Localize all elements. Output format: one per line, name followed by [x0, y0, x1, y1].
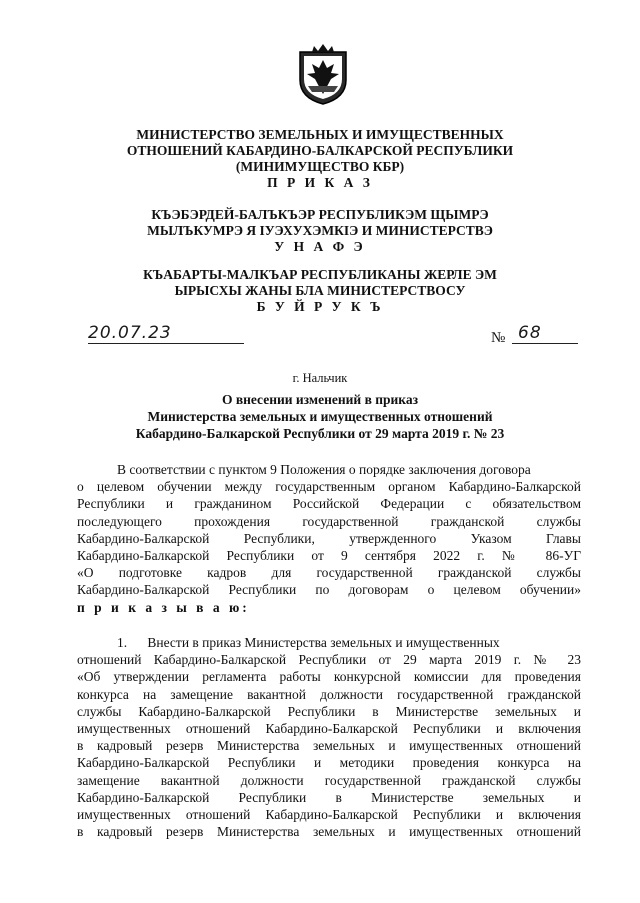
text-line: в кадровый резерв Министерства земельных и имущественных отношений [77, 824, 581, 840]
text-line: о целевом обучении между государственным органом Кабардино-Балкарской [77, 479, 581, 495]
header-line: КЪЭБЭРДЕЙ-БАЛЪКЪЭР РЕСПУБЛИКЭМ ЩЫМРЭ [151, 207, 489, 222]
title-line: О внесении изменений в приказ [221, 392, 419, 407]
header-line: КЪАБАРТЫ-МАЛКЪАР РЕСПУБЛИКАНЫ ЖЕРЛЕ ЭМ [143, 267, 497, 282]
text-line: Кабардино-Балкарской Республики, утвержденного Указом Главы [77, 530, 581, 546]
header-ministry-kbd [60, 207, 580, 255]
header-line: МЫЛЪКУМРЭ Я IУЭХУХЭМКIЭ И МИНИСТЕРСТВЭ [147, 223, 493, 238]
header-line: ЫРЫСХЫ ЖАНЫ БЛА МИНИСТЕРСТВОСУ [174, 283, 466, 298]
order-word-ru: П Р И К А З [267, 175, 373, 190]
header-ministry-ru [60, 127, 580, 191]
city-name: г. Нальчик [292, 371, 348, 385]
title-line: Министерства земельных и имущественных отношений [147, 409, 493, 424]
item-number: 1. [117, 635, 128, 650]
text-line: В соответствии с пунктом 9 Положения о порядке заключения договора [117, 462, 531, 477]
number-field [512, 323, 578, 344]
number-underline [512, 343, 578, 344]
title-line: Кабардино-Балкарской Республики от 29 марта 2019 г. № 23 [135, 426, 505, 441]
order-word-body: п р и к а з ы в а ю: [77, 599, 250, 615]
date-underline [88, 343, 244, 344]
text-line: конкурса на замещение вакантной должности государственной гражданской [77, 686, 581, 702]
text-line: Кабардино-Балкарской Республики и методики проведения конкурса на [77, 755, 581, 771]
text-line: «Об утверждении регламента работы конкурсной комиссии для проведения [77, 669, 581, 685]
text-line: «О подготовке кадров для государственной гражданской службы [77, 565, 581, 581]
text-line: отношений Кабардино-Балкарской Республики от 29 марта 2019 г. № 23 [77, 652, 581, 668]
coat-of-arms-emblem [296, 42, 350, 106]
number-sign: № [491, 330, 506, 346]
text-line: Республики и гражданином Российской Федерации с обязательством [77, 496, 581, 512]
header-line: МИНИСТЕРСТВО ЗЕМЕЛЬНЫХ И ИМУЩЕСТВЕННЫХ [136, 127, 504, 142]
item-text: Внести в приказ Министерства земельных и имущественных [147, 635, 500, 650]
item-1-paragraph [77, 634, 581, 840]
order-word-kbd: У Н А Ф Э [274, 239, 366, 254]
handwritten-number: 68 [518, 323, 542, 343]
order-word-krc: Б У Й Р У К Ъ [256, 299, 384, 314]
handwritten-date: 20.07.23 [88, 323, 172, 343]
date-field [88, 323, 244, 344]
text-line: последующего прохождения государственной гражданской службы [77, 513, 581, 529]
preamble-paragraph [77, 461, 581, 616]
header-line: ОТНОШЕНИЙ КАБАРДИНО-БАЛКАРСКОЙ РЕСПУБЛИКИ [126, 143, 514, 158]
text-line: замещение вакантной должности государственной гражданской службы [77, 772, 581, 788]
text-line: Кабардино-Балкарской Республики в Министерстве земельных и [77, 789, 581, 805]
header-line: (МИНИМУЩЕСТВО КБР) [235, 159, 405, 174]
text-line: Кабардино-Балкарской Республики по договорам о целевом обучении» [77, 582, 581, 598]
text-line: имущественных отношений Кабардино-Балкарской Республики и включения [77, 721, 581, 737]
text-line [77, 634, 581, 651]
text-line: в кадровый резерв Министерства земельных и имущественных отношений [77, 738, 581, 754]
text-line: Кабардино-Балкарской Республики от 9 сентября 2022 г. № 86-УГ [77, 548, 581, 564]
header-ministry-krc [60, 267, 580, 315]
text-line: службы Кабардино-Балкарской Республики в Министерстве земельных и [77, 703, 581, 719]
document-title [60, 391, 580, 442]
text-line: имущественных отношений Кабардино-Балкарской Республики и включения [77, 807, 581, 823]
